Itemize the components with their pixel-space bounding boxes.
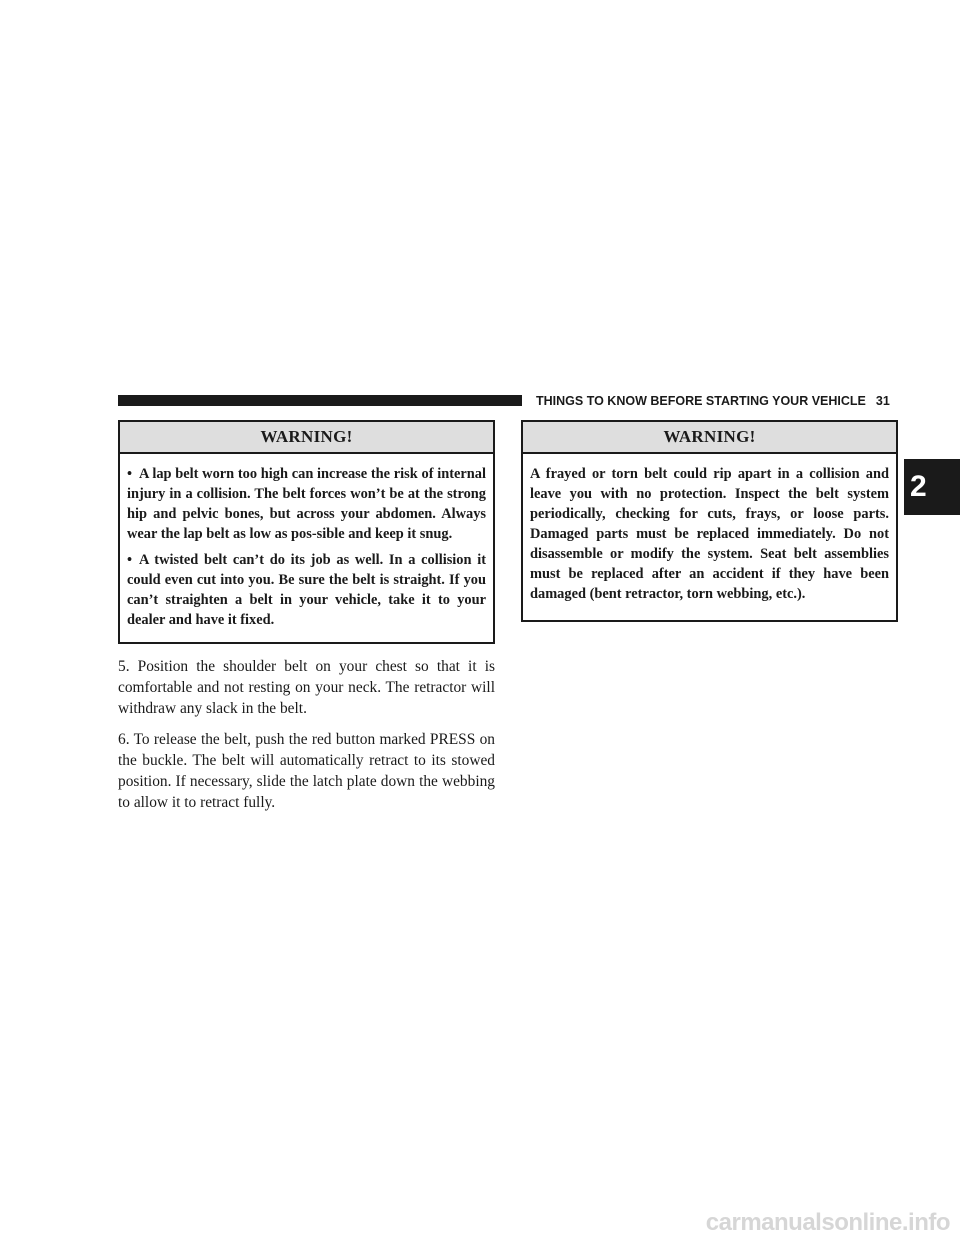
warning-box-left <box>118 420 495 644</box>
body-text <box>118 656 495 823</box>
chapter-tab: 2 <box>904 459 960 515</box>
instruction-step-6: 6. To release the belt, push the red button marked PRESS on the buckle. The belt will automatically retract to its stowed position. If necessary, slide the latch plate down the webbing to allow it to retract fully. <box>118 731 495 811</box>
warning-body <box>120 454 493 640</box>
instruction-step-5: 5. Position the shoulder belt on your chest so that it is comfortable and not resting on your neck. The retractor will withdraw any slack in the belt. <box>118 658 495 717</box>
warning-title: WARNING! <box>120 422 493 454</box>
watermark: carmanualsonline.info <box>705 1209 950 1236</box>
running-header <box>536 392 908 410</box>
warning-title: WARNING! <box>523 422 896 454</box>
page-number: 31 <box>875 394 890 408</box>
warning-box-right <box>521 420 898 622</box>
section-title: THINGS TO KNOW BEFORE STARTING YOUR VEHICLE <box>536 394 866 408</box>
warning-body <box>523 454 896 614</box>
warning-item: • A lap belt worn too high can increase the risk of internal injury in a collision. The belt forces won’t be at the strong hip and pelvic bones, but across your abdomen. Always wear the lap belt as low as pos-sible and keep it snug. <box>127 466 486 542</box>
bullet-icon: • <box>127 466 133 482</box>
bullet-icon: • <box>127 552 133 568</box>
header-rule <box>118 395 522 406</box>
warning-text: A frayed or torn belt could rip apart in a collision and leave you with no protection. Inspect the belt system periodically, checking for cuts, frays, or loose parts. Damaged parts must be replaced immediately. Do not disassemble or modify the system. Seat belt assemblies must be replaced after an accident if they have been damaged (bent retractor, torn webbing, etc.). <box>530 466 889 602</box>
warning-item: • A twisted belt can’t do its job as well. In a collision it could even cut into you. Be sure the belt is straight. If you can’t straighten a belt in your vehicle, take it to your dealer and have it fixed. <box>127 552 486 628</box>
